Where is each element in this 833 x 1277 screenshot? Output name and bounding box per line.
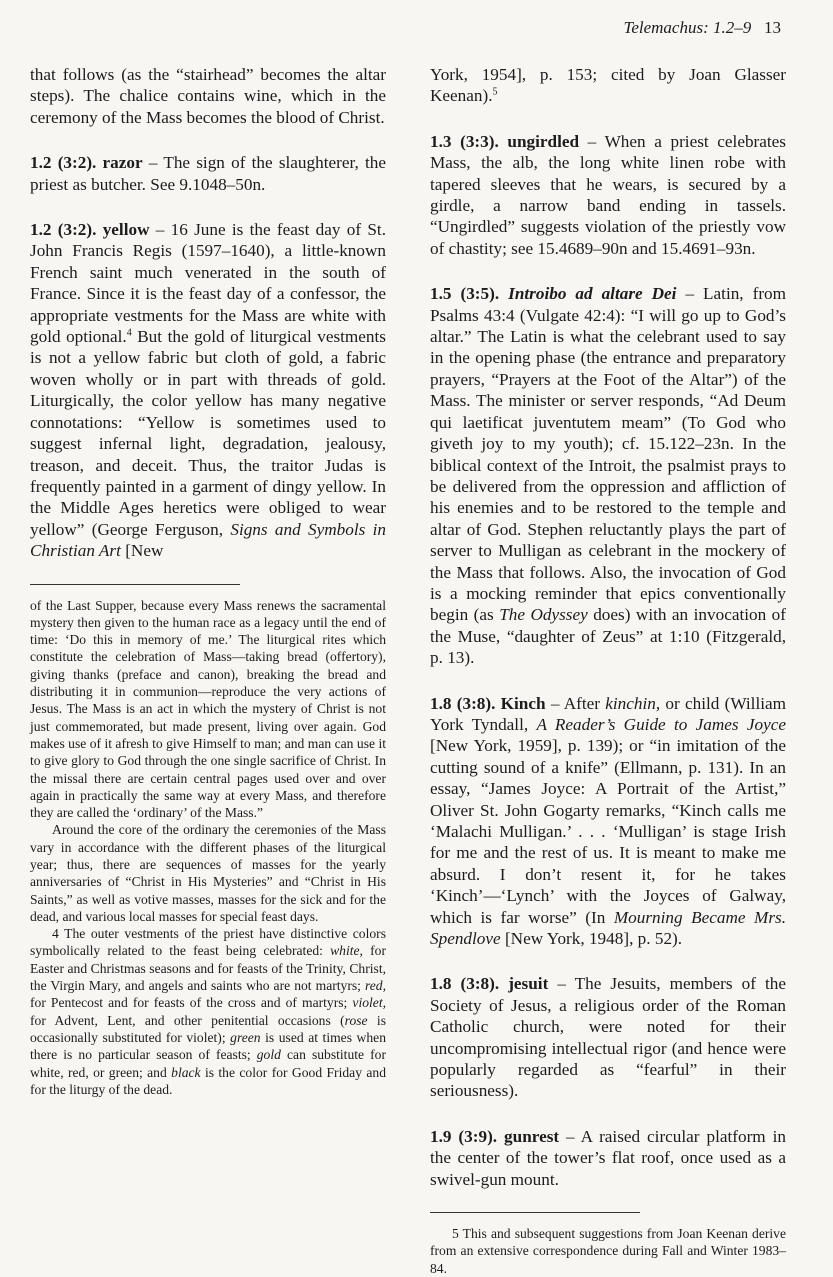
page-number: 13 <box>764 18 781 37</box>
entry-gunrest: 1.9 (3:9). gunrest – A raised circular platform in the center of the tower’s flat roof, once used as a swivel-gun mount. <box>430 1126 786 1189</box>
footnote-paragraph: Around the core of the ordinary the ceremonies of the Mass vary in accordance with the different phases of the liturgical year; thus, there are sequences of masses for the yearly anniversaries of “Christ in His Mysteries” and “Christ in His Saints,” as well as votive masses, masses for the sick and for the dead, and various local masses for special feast days. <box>30 822 386 924</box>
entry-razor: 1.2 (3:2). razor – The sign of the slaughterer, the priest as butcher. See 9.1048–50n. <box>30 153 386 194</box>
entry-ref: 1.2 (3:2). yellow <box>30 220 150 240</box>
book-title: A Reader’s Guide to James Joyce <box>536 714 786 734</box>
entry-ungirdled: 1.3 (3:3). ungirdled – When a priest celebrates Mass, the alb, the long white linen robe with tapered sleeves that he wears, is secured by a girdle, a narrow band ending in tassels. “Ungirdled” suggests violation of the priestly vow of chastity; see 15.4689–90n and 15.4691–93n. <box>430 131 786 258</box>
running-header <box>623 18 781 38</box>
book-title: Mourning Became Mrs. Spendlove <box>430 907 786 949</box>
entry-ref: 1.8 (3:8). Kinch <box>430 693 546 713</box>
footnote-rule <box>430 1212 640 1213</box>
left-column <box>30 64 386 1098</box>
entry-ref-latin: Introibo ad altare Dei <box>508 284 677 304</box>
footnote-continued: of the Last Supper, because every Mass renews the sacramental mystery then given to the human race as a legacy until the end of time: ‘Do this in memory of me.’ The liturgical rites which constitute the celebration of Mass—taking bread (offertory), giving thanks (preface and canon), breaking the bread and distributing it in communion—reproduce the very actions of Jesus. The Mass is an act in which the mystery of Christ is not just commemorated, but made present, living over again. God makes use of it afresh to give Himself to man; and man can use it to give glory to God through the one single sacrifice of Christ. In the missal there are certain central pages used over and over again in practically the same way at every Mass, and therefore they are called the ‘ordinary’ of the Mass.” <box>30 597 386 821</box>
continued-paragraph: York, 1954], p. 153; cited by Joan Glasser Keenan).$^5$ <box>430 65 786 106</box>
entry-kinch: 1.8 (3:8). Kinch – After kinchin, or child (William York Tyndall, A Reader’s Guide to James Joyce [New York, 1959], p. 139); or “in imitation of the cutting sound of a knife” (Ellmann, p. 131). In an essay, “James Joyce: A Portrait of the Artist,” Oliver St. John Gogarty remarks, “Kinch calls me ‘Malachi Mulligan.’ . . . ‘Mulligan’ is stage Irish for me and the rest of us. It is meant to make me absurd. I don’t resent it, for he takes ‘Kinch’—‘Lynch’ with the Joyces of Galway, which is far worse” (In Mourning Became Mrs. Spendlove [New York, 1948], p. 52). <box>430 693 786 949</box>
book-title: Signs and Symbols in Christian Art <box>30 519 386 561</box>
footnote-4: 4 The outer vestments of the priest have distinctive colors symbolically related to the feast being celebrated: white, for Easter and Christmas seasons and for feasts of the Trinity, Christ, the Virgin Mary, and angels and saints who are not martyrs; red, for Pentecost and for feasts of the cross and of martyrs; violet, for Advent, Lent, and other penitential occasions (rose is occasionally substituted for violet); green is used at times when there is no particular season of feasts; gold can substitute for white, red, or green; and black is the color for Good Friday and for the liturgy of the dead. <box>30 926 386 1097</box>
book-title: The Odyssey <box>499 605 588 625</box>
running-title: Telemachus: 1.2–9 <box>623 18 752 37</box>
entry-ref: 1.2 (3:2). razor <box>30 153 143 173</box>
entry-ref: 1.9 (3:9). gunrest <box>430 1126 560 1146</box>
entry-ref: 1.5 (3:5). <box>430 284 509 304</box>
footnote-rule <box>30 584 240 585</box>
entry-yellow: 1.2 (3:2). yellow – 16 June is the feast day of St. John Francis Regis (1597–1640), a little-known French saint much venerated in the south of France. Since it is the feast day of a confessor, the appropriate vestments for the Mass are white with gold optional.$^4$ But the gold of liturgical vestments is not a yellow fabric but cloth of gold, a fabric woven wholly or in part with threads of gold. Liturgically, the color yellow has many negative connotations: “Yellow is sometimes used to suggest infernal light, degradation, jealousy, treason, and deceit. Thus, the traitor Judas is frequently painted in a garment of dingy yellow. In the Middle Ages heretics were obliged to wear yellow” (George Ferguson, Signs and Symbols in Christian Art [New <box>30 220 386 561</box>
right-column <box>430 64 786 1277</box>
entry-introibo: 1.5 (3:5). Introibo ad altare Dei – Latin, from Psalms 43:4 (Vulgate 42:4): “I will go up to God’s altar.” The Latin is what the celebrant used to say in the opening phase (the entrance and preparatory prayers, “Prayers at the Foot of the Altar”) of the Mass. The minister or server responds, “Ad Deum qui laetificat juventutem meam” (To God who giveth joy to my youth); cf. 15.122–23n. In the biblical context of the Introit, the psalmist prays to be delivered from the oppression and affliction of his enemies and to be restored to the temple and altar of God. Stephen reluctantly plays the part of server to Mulligan as celebrant in the mockery of the Mass that follows. Also, the invocation of God is a mocking reminder that epics conventionally begin (as The Odyssey does) with an invocation of the Muse, “daughter of Zeus” at 1:10 (Fitzgerald, p. 13). <box>430 284 787 668</box>
footnote-5: 5 This and subsequent suggestions from Joan Keenan derive from an extensive correspondence during Fall and Winter 1983–84. <box>430 1226 786 1276</box>
footnote-marker: 4 <box>126 327 132 339</box>
entry-jesuit: 1.8 (3:8). jesuit – The Jesuits, members of the Society of Jesus, a religious order of the Roman Catholic church, were noted for their uncompromising intellectual rigor (and hence were popularly regarded as “fearful” in their seriousness). <box>430 974 786 1101</box>
continued-paragraph: that follows (as the “stairhead” becomes the altar steps). The chalice contains wine, which in the ceremony of the Mass becomes the blood of Christ. <box>30 65 386 127</box>
entry-ref: 1.3 (3:3). ungirdled <box>430 131 580 151</box>
footnote-marker: 5 <box>492 86 498 98</box>
entry-ref: 1.8 (3:8). jesuit <box>430 974 549 994</box>
